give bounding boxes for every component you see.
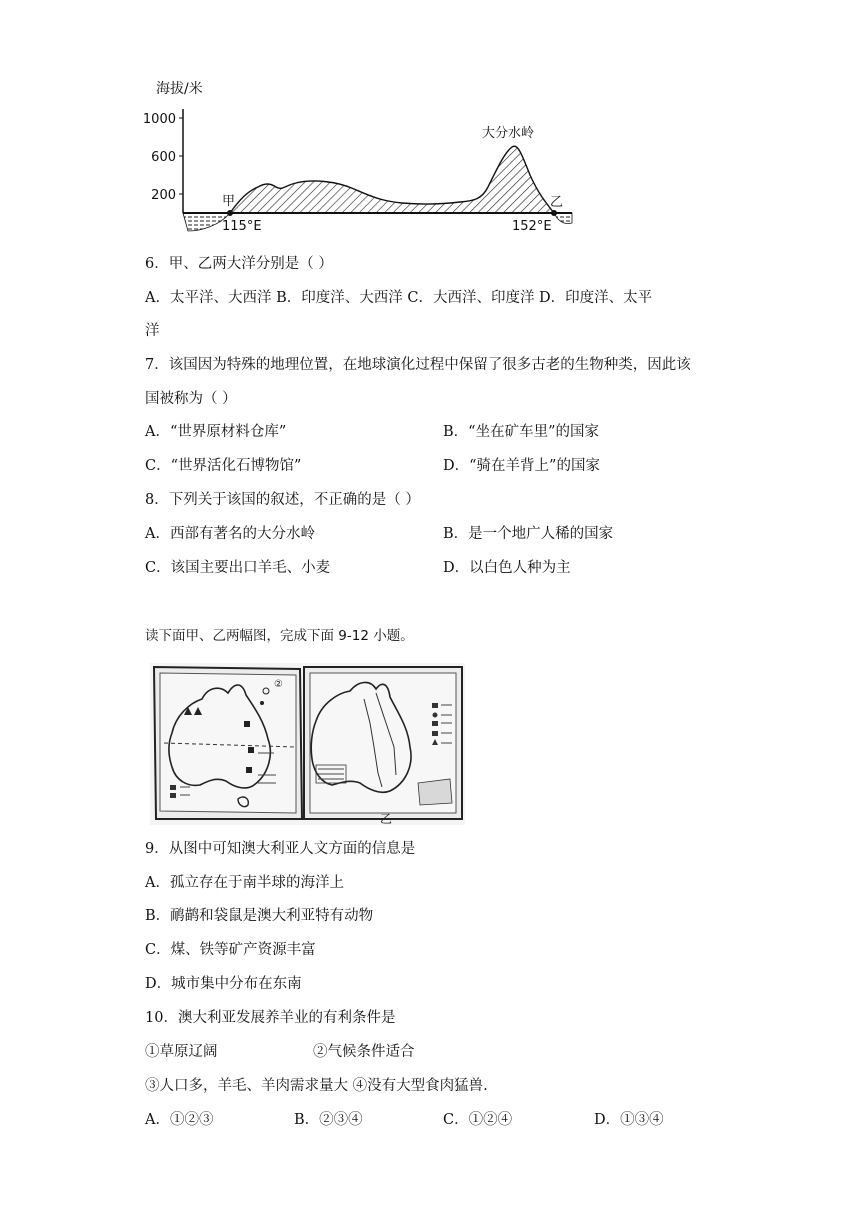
map-jia-panel	[154, 667, 302, 819]
ytick-1000: 1000	[142, 112, 176, 127]
ytick-200: 200	[151, 188, 176, 203]
q10-option-a: A．①②③	[145, 1112, 214, 1128]
sea-right	[554, 213, 572, 224]
q10-option-c: C．①②④	[443, 1112, 513, 1128]
q8-option-c: C．该国主要出口羊毛、小麦	[145, 560, 331, 576]
q8-option-d: D．以白色人种为主	[443, 560, 571, 576]
map-circled-2: ②	[274, 679, 283, 690]
q7-stem-line2: 国被称为（ ）	[145, 391, 237, 407]
q9-option-b: B．鸸鹋和袋鼠是澳大利亚特有动物	[145, 908, 374, 924]
label-jia: 甲	[222, 194, 236, 209]
map-yi-panel	[304, 667, 462, 825]
label-lon-115: 115°E	[222, 219, 262, 234]
section-intro: 读下面甲、乙两幅图，完成下面 9-12 小题。	[145, 628, 414, 644]
point-yi	[551, 210, 557, 216]
q7-option-a: A．“世界原材料仓库”	[145, 424, 287, 440]
label-yi: 乙	[550, 195, 564, 210]
ytick-600: 600	[151, 150, 176, 165]
q10-item-1: ①草原辽阔	[145, 1044, 218, 1060]
q6-stem: 6．甲、乙两大洋分别是（ ）	[145, 256, 333, 272]
q7-option-d: D．“骑在羊背上”的国家	[443, 458, 600, 474]
q10-option-b: B．②③④	[294, 1112, 363, 1128]
q7-stem-line1: 7．该国因为特殊的地理位置，在地球演化过程中保留了很多古老的生物种类，因此该	[145, 357, 691, 373]
q8-option-b: B．是一个地广人稀的国家	[443, 526, 614, 542]
map-label-yi: 乙	[380, 812, 393, 825]
australia-maps-figure	[150, 663, 465, 825]
point-jia	[227, 210, 233, 216]
label-lon-152: 152°E	[512, 219, 552, 234]
q10-item-2: ②气候条件适合	[313, 1044, 415, 1060]
q10-stem: 10．澳大利亚发展养羊业的有利条件是	[145, 1010, 396, 1026]
q10-option-d: D．①③④	[594, 1112, 664, 1128]
land-profile	[230, 146, 554, 213]
q9-stem: 9．从图中可知澳大利亚人文方面的信息是	[145, 841, 416, 857]
label-great-dividing-range: 大分水岭	[482, 126, 535, 141]
q9-option-a: A．孤立存在于南半球的海洋上	[145, 875, 344, 891]
profile-ylabel: 海拔/米	[156, 81, 203, 97]
q6-options: A．太平洋、大西洋 B．印度洋、大西洋 C．大西洋、印度洋 D．印度洋、太平	[145, 290, 653, 306]
q9-option-c: C．煤、铁等矿产资源丰富	[145, 942, 316, 958]
q6-options-wrap: 洋	[145, 323, 160, 339]
terrain-profile-figure	[140, 75, 580, 237]
q10-items-3-4: ③人口多，羊毛、羊肉需求量大 ④没有大型食肉猛兽.	[145, 1078, 488, 1094]
q9-option-d: D．城市集中分布在东南	[145, 976, 302, 992]
q8-option-a: A．西部有著名的大分水岭	[145, 526, 315, 542]
q7-option-c: C．“世界活化石博物馆”	[145, 458, 302, 474]
q8-stem: 8．下列关于该国的叙述，不正确的是（ ）	[145, 492, 420, 508]
q7-option-b: B．“坐在矿车里”的国家	[443, 424, 599, 440]
